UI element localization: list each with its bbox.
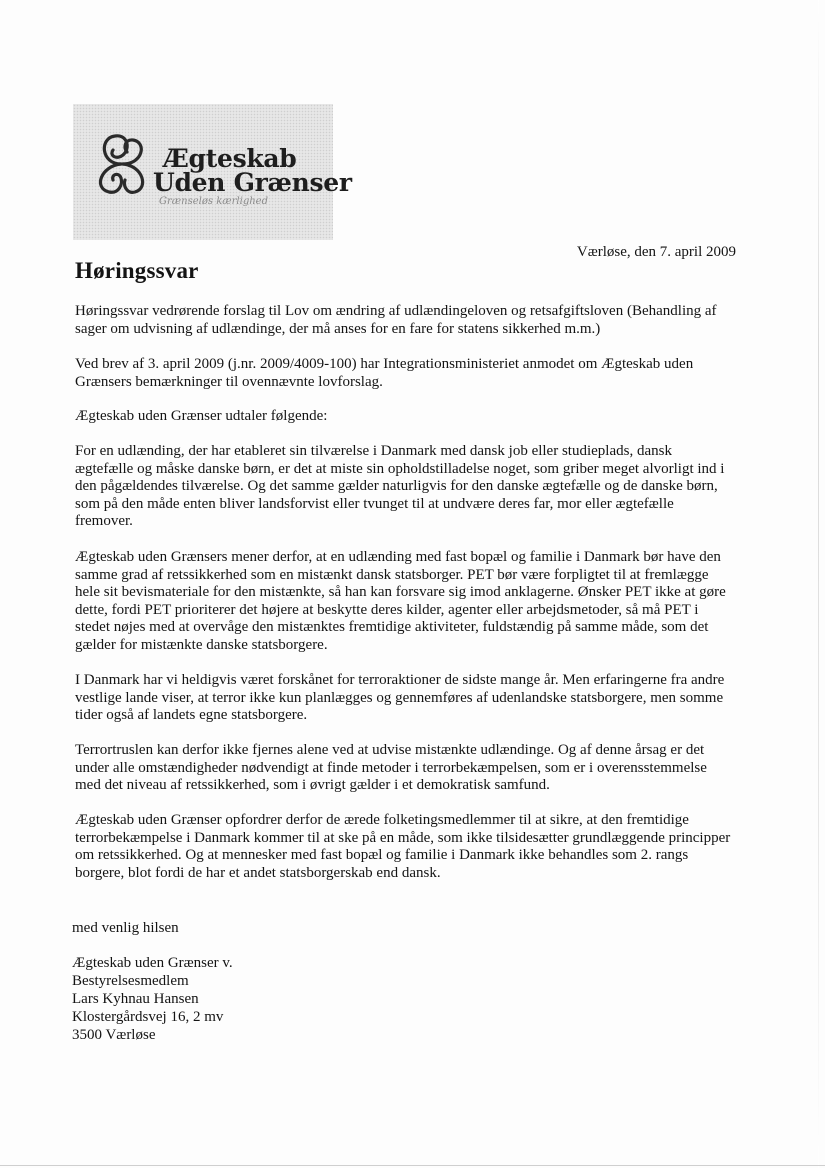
paragraph-line: sager om udvisning af udlændinge, der må anses for en fare for statens sikkerhed m.m.) <box>75 320 601 337</box>
paragraph-line: Ved brev af 3. april 2009 (j.nr. 2009/4009-100) har Integrationsministeriet anmodet om Ægteskab uden <box>75 356 694 372</box>
scan-edge <box>818 0 819 1168</box>
paragraph-line: hele sit bevismateriale for den mistænkte, så han kan forsvare sig imod anklagerne. Ønsker PET ikke at gøre <box>75 584 726 601</box>
paragraph-reference <box>75 356 741 391</box>
scan-bottom-edge <box>0 1165 825 1166</box>
paragraph-line: Høringssvar vedrørende forslag til Lov om ændring af udlændingeloven og retsafgiftsloven (Behandling af <box>75 303 717 319</box>
paragraph-line: Grænsers bemærkninger til ovennævnte lovforslag. <box>75 373 383 390</box>
paragraph-terror-history <box>75 672 741 725</box>
paragraph-line: vestlige lande viser, at terror ikke kun planlægges og gennemføres af udenlandske statsborgere, men somme <box>75 689 724 706</box>
signature-organization: Ægteskab uden Grænser v. <box>72 955 233 971</box>
paragraph-line: stedet nøjes med at overvåge den mistænktes fremtidige aktiviteter, fuldstændig på samme måde, som det <box>75 619 709 636</box>
paragraph-legal-certainty <box>75 549 741 655</box>
paragraph-line: borgere, blot fordi de har et andet statsborgerskab end dansk. <box>75 864 441 881</box>
paragraph-line: om retssikkerhed. Og at mennesker med fast bopæl og familie i Danmark ikke behandles som 2. rangs <box>75 847 689 864</box>
double-heart-logo-icon <box>87 128 157 198</box>
paragraph-terror-threat <box>75 742 741 795</box>
paragraph-line: Ægteskab uden Grænser udtaler følgende: <box>75 408 328 424</box>
paragraph-consequences <box>75 443 741 531</box>
paragraph-line: Terrortruslen kan derfor ikke fjernes alene ved at udvise mistænkte udlændinge. Og af denne årsag er det <box>75 742 705 758</box>
paragraph-line: under alle omstændigheder nødvendigt at finde metoder i terrorbekæmpelsen, som er i overensstemmelse <box>75 759 707 776</box>
paragraph-line: terrorbekæmpelse i Danmark kommer til at ske på en måde, som ikke tilsidesætter grundlæggende principper <box>75 829 731 846</box>
signature-street: Klostergårdsvej 16, 2 mv <box>72 1009 224 1025</box>
paragraph-line: I Danmark har vi heldigvis været forskånet for terroraktioner de sidste mange år. Men erfaringerne fra andre <box>75 672 725 688</box>
paragraph-appeal <box>75 812 741 882</box>
paragraph-line: Ægteskab uden Grænser opfordrer derfor de ærede folketingsmedlemmer til at sikre, at den fremtidige <box>75 812 689 828</box>
signature-role: Bestyrelsesmedlem <box>72 973 189 989</box>
logo-tagline: Grænseløs kærlighed <box>159 196 268 207</box>
paragraph-line: med det niveau af retssikkerhed, som i øvrigt gælder i et demokratisk samfund. <box>75 777 550 794</box>
paragraph-intro <box>75 408 741 426</box>
logo-title-line2: Uden Grænser <box>153 168 352 197</box>
paragraph-line: Ægteskab uden Grænsers mener derfor, at en udlænding med fast bopæl og familie i Danmark bør have den <box>75 549 721 565</box>
paragraph-subject <box>75 303 741 338</box>
closing-greeting: med venlig hilsen <box>72 920 179 936</box>
paragraph-line: den pågældendes tilværelse. Og det samme gælder naturligvis for den danske ægtefælle og de danske børn, <box>75 478 718 495</box>
paragraph-line: samme grad af retssikkerhed som en mistænkt dansk statsborger. PET bør være forpligtet til at fremlægge <box>75 566 709 583</box>
organization-logo <box>73 104 352 240</box>
page-title: Høringssvar <box>75 258 199 283</box>
paragraph-line: dette, fordi PET prioriterer det højere at beskytte deres kilder, agenter eller arbejdsmetoder, så må PET i <box>75 601 699 618</box>
signature-city: 3500 Værløse <box>72 1027 156 1043</box>
signature-block <box>72 954 233 1044</box>
paragraph-line: som på den måde enten bliver landsforvist eller tvunget til at undvære deres far, mor eller ægtefælle <box>75 495 674 512</box>
paragraph-line: tider også af landets egne statsborgere. <box>75 707 308 724</box>
letter-date: Værløse, den 7. april 2009 <box>576 244 736 260</box>
paragraph-line: For en udlænding, der har etableret sin tilværelse i Danmark med dansk job eller studieplads, dansk <box>75 443 672 459</box>
paragraph-line: ægtefælle og måske danske børn, er det at miste sin opholdstilladelse noget, som griber meget alvorligt ind i <box>75 460 725 477</box>
paragraph-line: gælder for mistænkte danske statsborgere. <box>75 636 328 653</box>
logo-title-line1: Ægteskab <box>163 144 297 173</box>
paragraph-line: fremover. <box>75 513 133 530</box>
signature-name: Lars Kyhnau Hansen <box>72 991 199 1007</box>
